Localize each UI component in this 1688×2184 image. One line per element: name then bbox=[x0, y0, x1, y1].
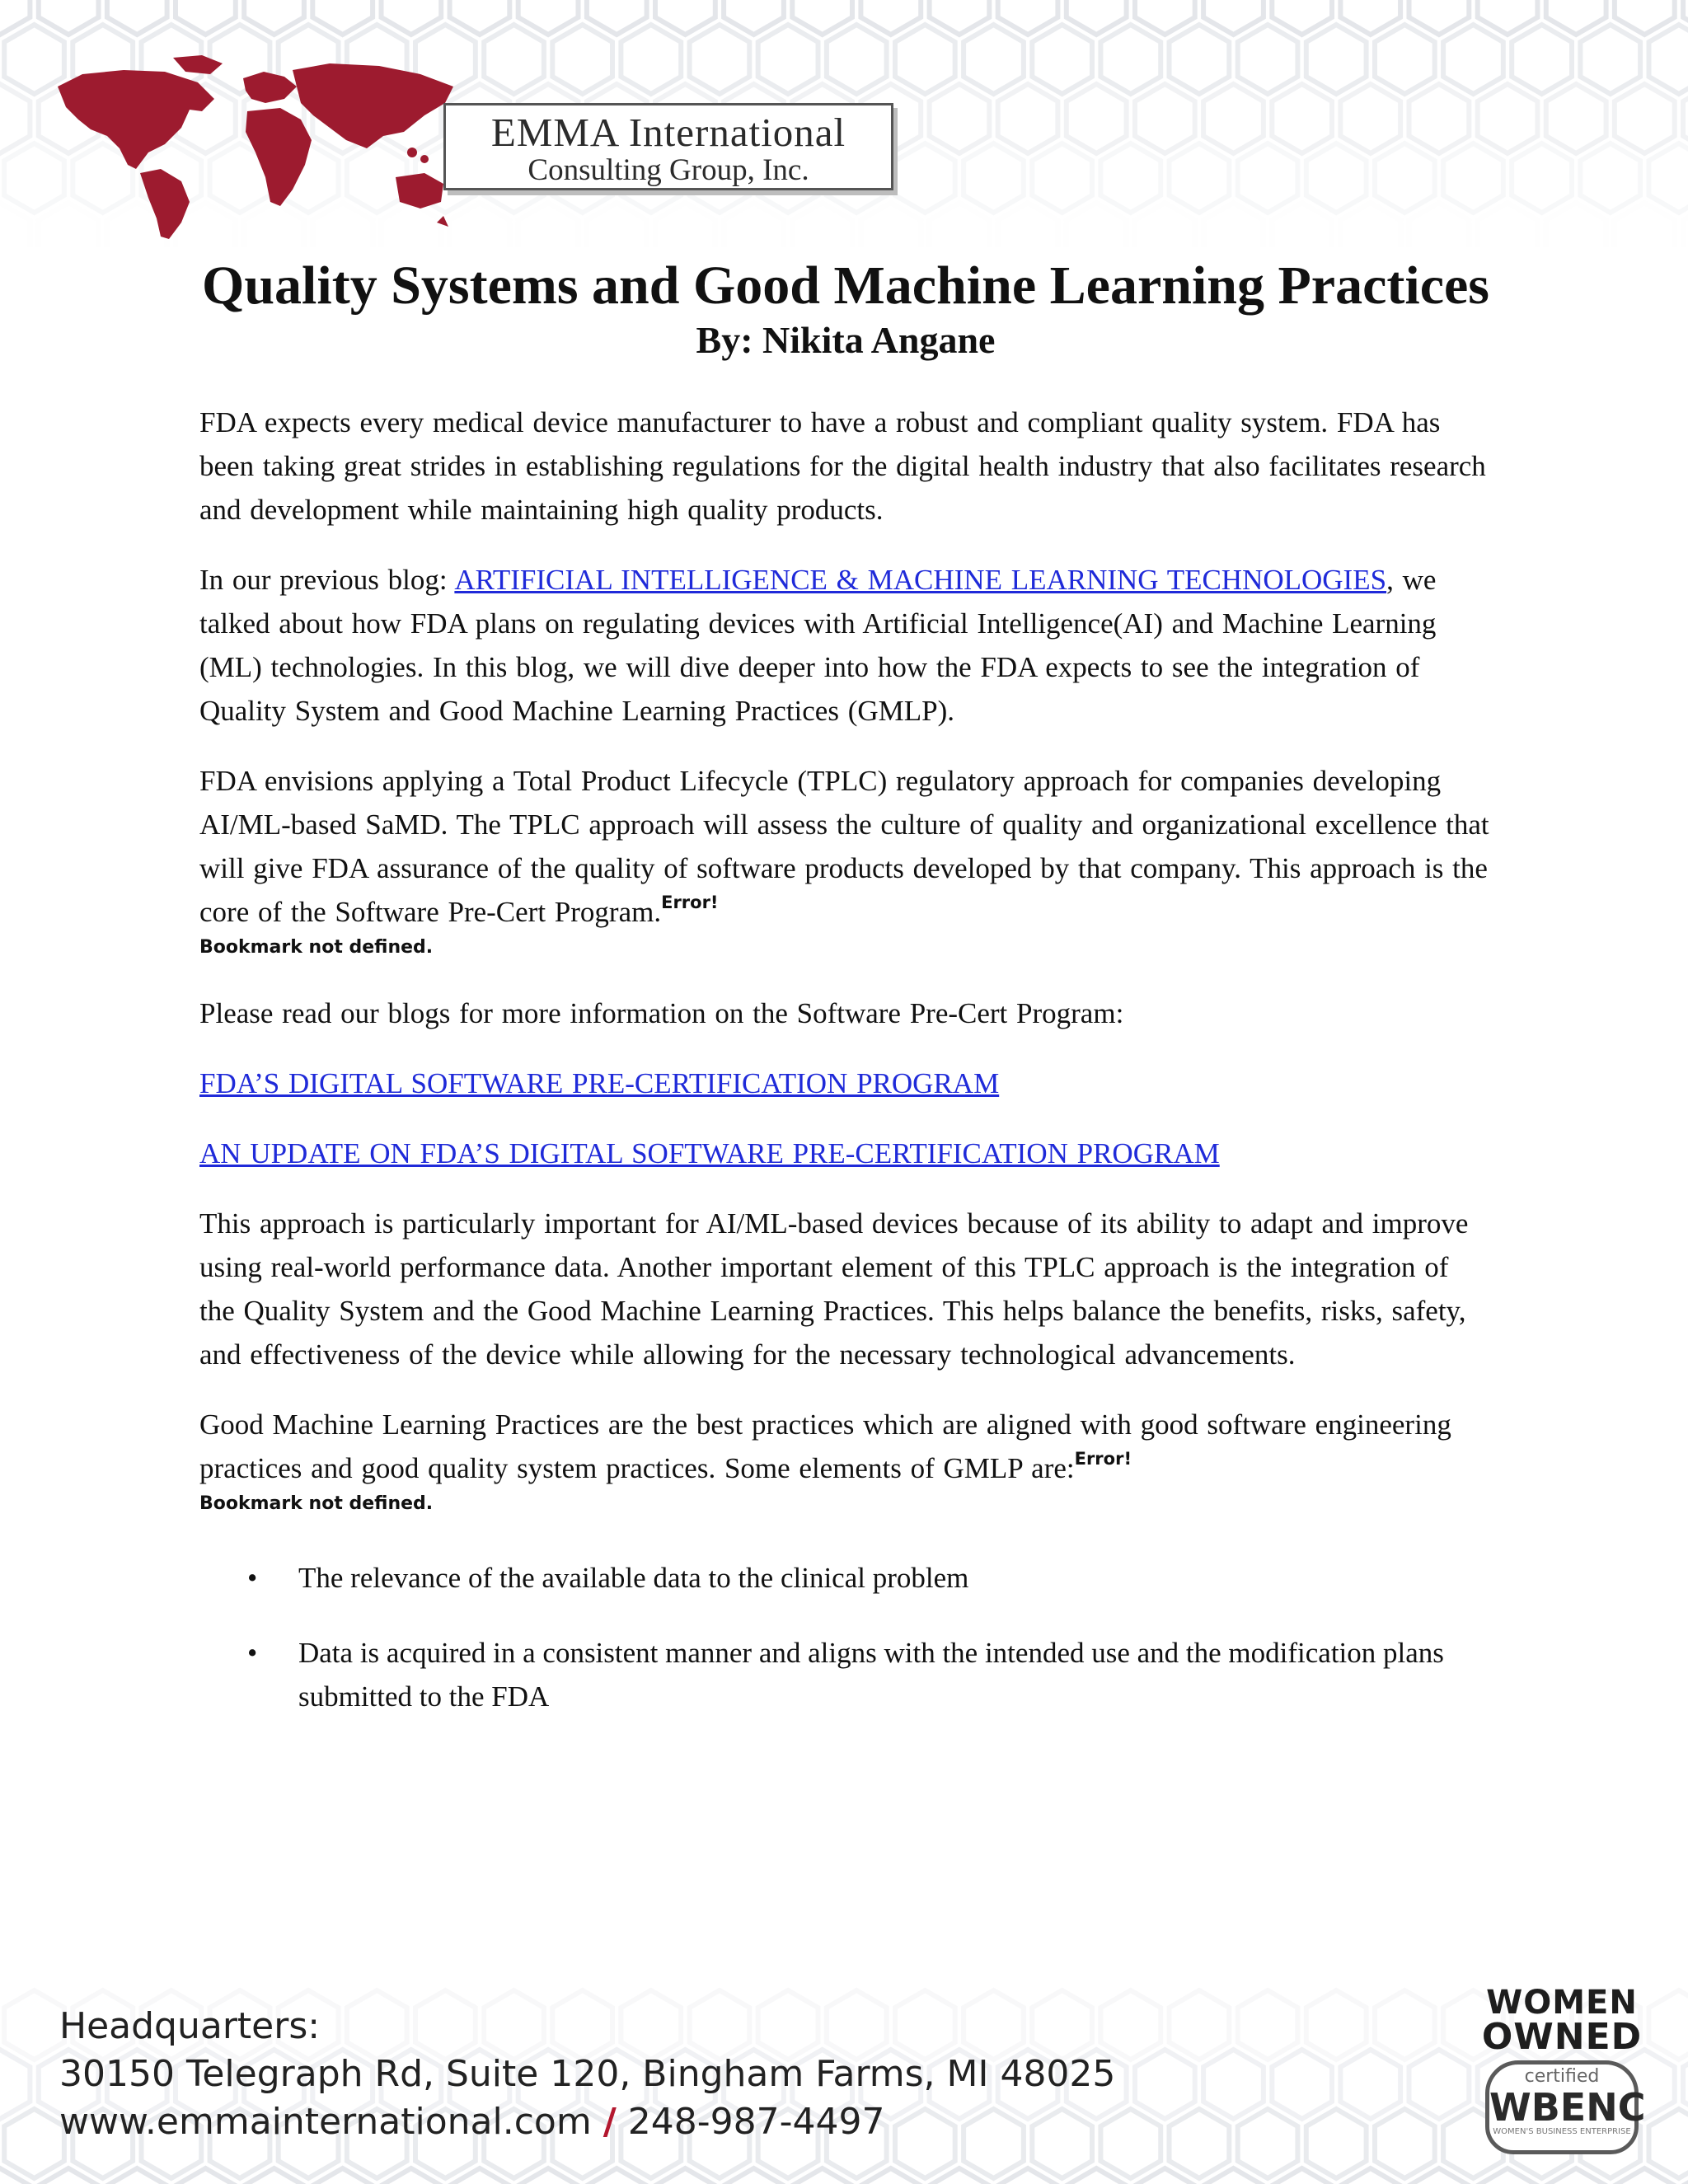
badge-line-owned: OWNED bbox=[1481, 2016, 1643, 2058]
hexagon-shape bbox=[860, 0, 921, 35]
paragraph-5: This approach is particularly important for AI/ML-based devices because of its ability to adapt and improve using real-world performance data. Another important element of this TPLC approach is the integration of the Quality System and the Good Machine Learning Practices. This helps balance the benefits, risks, safety, and effectiveness of the device while allowing for the necessary technological advancements. bbox=[199, 1207, 1469, 1371]
hexagon-shape bbox=[312, 0, 373, 35]
hexagon-shape bbox=[724, 0, 784, 35]
hexagon-shape bbox=[1340, 84, 1400, 153]
hexagon-shape bbox=[1683, 84, 1688, 153]
hexagon-shape bbox=[1478, 203, 1538, 247]
hexagon-shape bbox=[1135, 0, 1195, 35]
paragraph-3 bbox=[199, 759, 1492, 934]
hexagon-shape bbox=[792, 0, 852, 35]
hexagon-shape bbox=[1409, 84, 1470, 153]
paragraph-3-text: FDA envisions applying a Total Product Lifecycle (TPLC) regulatory approach for companies developing AI/ML-based SaMD. The TPLC approach will assess the culture of quality and organizational excellence that will give FDA assurance of the quality of software products developed by that company. This approach is the core of the Software Pre-Cert Program. bbox=[199, 765, 1489, 928]
hexagon-shape bbox=[1238, 143, 1298, 213]
hexagon-shape bbox=[1238, 25, 1298, 94]
bookmark-error-superscript: Error! bbox=[661, 893, 719, 912]
badge-small-text: WOMEN'S BUSINESS ENTERPRISE bbox=[1493, 2127, 1631, 2136]
hexagon-shape bbox=[1443, 25, 1503, 94]
hexagon-shape bbox=[930, 84, 990, 153]
hexagon-shape bbox=[655, 203, 715, 247]
hexagon-shape bbox=[1306, 25, 1367, 94]
footer-phone: 248-987-4497 bbox=[627, 2101, 885, 2143]
hexagon-shape bbox=[552, 25, 612, 94]
paragraph-4: Please read our blogs for more information on the Software Pre-Cert Program: bbox=[199, 997, 1124, 1029]
hexagon-shape bbox=[1203, 203, 1264, 247]
paragraph-link-1 bbox=[199, 1062, 1492, 1105]
hexagon-shape bbox=[1067, 84, 1127, 153]
hexagon-shape bbox=[690, 25, 750, 94]
badge-wbenc: WBENC bbox=[1489, 2085, 1646, 2130]
hexagon-shape bbox=[1203, 0, 1264, 35]
hexagon-shape bbox=[1340, 0, 1400, 35]
hexagon-shape bbox=[1649, 25, 1688, 94]
hexagon-shape bbox=[1170, 2109, 1230, 2178]
hexagon-shape bbox=[1170, 25, 1230, 94]
list-item-text: Data is acquired in a consistent manner and aligns with the intended use and the modification plans submitted to the FDA bbox=[298, 1637, 1444, 1713]
wbenc-seal bbox=[1485, 2060, 1646, 2154]
hexagon-shape bbox=[1375, 25, 1435, 94]
bullet-icon: • bbox=[247, 1562, 258, 1594]
hexagon-shape bbox=[930, 203, 990, 247]
hexagon-shape bbox=[518, 203, 579, 247]
hexagon-shape bbox=[1340, 203, 1400, 247]
world-map-logo bbox=[49, 54, 462, 243]
hexagon-shape bbox=[1306, 143, 1367, 213]
hexagon-shape bbox=[1340, 2050, 1400, 2119]
bookmark-error-text-2: Bookmark not defined. bbox=[199, 1493, 434, 1514]
hexagon-shape bbox=[724, 203, 784, 247]
hexagon-shape bbox=[0, 2050, 30, 2119]
hexagon-shape bbox=[1546, 203, 1606, 247]
hexagon-shape bbox=[998, 84, 1058, 153]
company-logo-box bbox=[443, 103, 893, 190]
hexagon-shape bbox=[1615, 203, 1675, 247]
hexagon-shape bbox=[1238, 1990, 1298, 2060]
hexagon-shape bbox=[1238, 2109, 1298, 2178]
bookmark-error-text: Bookmark not defined. bbox=[199, 937, 434, 958]
company-subtitle: Consulting Group, Inc. bbox=[528, 153, 809, 187]
hexagon-shape bbox=[587, 0, 647, 35]
hexagon-shape bbox=[1032, 143, 1092, 213]
hexagon-shape bbox=[1100, 143, 1160, 213]
hexagon-shape bbox=[1375, 2109, 1435, 2178]
company-name: EMMA International bbox=[490, 110, 846, 155]
hexagon-shape bbox=[1478, 0, 1538, 35]
hexagon-shape bbox=[1067, 203, 1127, 247]
hexagon-shape bbox=[0, 84, 30, 153]
footer-heading: Headquarters: bbox=[59, 2005, 321, 2047]
pre-cert-program-link[interactable]: FDA’S DIGITAL SOFTWARE PRE-CERTIFICATION PROGRAM bbox=[199, 1067, 1000, 1099]
hexagon-shape bbox=[1272, 0, 1332, 35]
hexagon-shape bbox=[1203, 2050, 1264, 2119]
hexagon-shape bbox=[1135, 203, 1195, 247]
paragraph-6-text: Good Machine Learning Practices are the best practices which are aligned with good software engineering practices and good quality system practices. Some elements of GMLP are: bbox=[199, 1408, 1451, 1484]
hexagon-shape bbox=[1649, 143, 1688, 213]
bookmark-error-superscript-2: Error! bbox=[1074, 1449, 1132, 1469]
list-item bbox=[199, 1631, 1492, 1718]
hexagon-shape bbox=[860, 203, 921, 247]
hexagon-shape bbox=[895, 25, 955, 94]
hexagon-shape bbox=[792, 203, 852, 247]
hexagon-shape bbox=[382, 0, 442, 35]
hexagon-shape bbox=[1272, 203, 1332, 247]
hexagon-shape bbox=[176, 0, 236, 35]
hexagon-shape bbox=[758, 25, 818, 94]
paragraph-1: FDA expects every medical device manufacturer to have a robust and compliant quality system. FDA has been taking great strides in establishing regulations for the digital health industry that also facilitates research and development while maintaining high quality products. bbox=[199, 406, 1486, 526]
hexagon-shape bbox=[1546, 0, 1606, 35]
hexagon-shape bbox=[1409, 203, 1470, 247]
hexagon-shape bbox=[1580, 25, 1640, 94]
hexagon-shape bbox=[1135, 2050, 1195, 2119]
hexagon-shape bbox=[1615, 84, 1675, 153]
wbenc-badge bbox=[1475, 1986, 1648, 2163]
footer-contact bbox=[59, 2003, 1115, 2146]
hexagon-shape bbox=[1683, 2050, 1688, 2119]
hexagon-shape bbox=[1135, 84, 1195, 153]
bullet-icon: • bbox=[247, 1637, 258, 1669]
hexagon-shape bbox=[1649, 2109, 1688, 2178]
hexagon-shape bbox=[1580, 143, 1640, 213]
badge-line-women: WOMEN bbox=[1486, 1984, 1638, 2022]
badge-certified: certified bbox=[1524, 2066, 1600, 2087]
hexagon-shape bbox=[1512, 25, 1572, 94]
hexagon-shape bbox=[655, 0, 715, 35]
hexagon-shape bbox=[4, 1990, 64, 2060]
hexagon-shape bbox=[1100, 25, 1160, 94]
hexagon-shape bbox=[827, 25, 887, 94]
hexagon-shape bbox=[964, 143, 1024, 213]
footer-website[interactable]: www.emmainternational.com bbox=[59, 2101, 592, 2143]
hexagon-shape bbox=[1272, 84, 1332, 153]
ai-ml-technologies-link[interactable]: ARTIFICIAL INTELLIGENCE & MACHINE LEARNING TECHNOLOGIES bbox=[454, 564, 1387, 596]
paragraph-2-prefix: In our previous blog: bbox=[199, 564, 455, 596]
footer-web-phone bbox=[59, 2098, 1115, 2146]
hexagon-shape bbox=[1546, 84, 1606, 153]
hexagon-shape bbox=[998, 0, 1058, 35]
hexagon-shape bbox=[1615, 0, 1675, 35]
hexagon-shape bbox=[107, 0, 167, 35]
hexagon-shape bbox=[450, 0, 510, 35]
hexagon-shape bbox=[621, 25, 681, 94]
hexagon-shape bbox=[1409, 0, 1470, 35]
hexagon-shape bbox=[1375, 143, 1435, 213]
hexagon-shape bbox=[4, 2109, 64, 2178]
hexagon-shape bbox=[484, 25, 544, 94]
paragraph-2 bbox=[199, 558, 1492, 733]
paragraph-6 bbox=[199, 1403, 1492, 1490]
hexagon-shape bbox=[1375, 1990, 1435, 2060]
paragraph-2-suffix: , we talked about how FDA plans on regulating devices with Artificial Intelligence(AI) and Machine Learning (ML) technologies. In this blog, we will dive deeper into how the FDA expects to see the integration of Quality System and Good Machine Learning Practices (GMLP). bbox=[199, 564, 1437, 727]
list-item bbox=[199, 1556, 1492, 1600]
pre-cert-update-link[interactable]: AN UPDATE ON FDA’S DIGITAL SOFTWARE PRE-CERTIFICATION PROGRAM bbox=[199, 1137, 1220, 1169]
hexagon-shape bbox=[1443, 143, 1503, 213]
hexagon-shape bbox=[1478, 84, 1538, 153]
paragraph-link-2 bbox=[199, 1132, 1492, 1175]
hexagon-shape bbox=[1272, 2050, 1332, 2119]
gmlp-elements-list bbox=[199, 1556, 1492, 1718]
hexagon-shape bbox=[587, 203, 647, 247]
hexagon-shape bbox=[244, 0, 304, 35]
hexagon-shape bbox=[1170, 1990, 1230, 2060]
hexagon-shape bbox=[39, 0, 99, 35]
hexagon-shape bbox=[1409, 2050, 1470, 2119]
footer-separator: / bbox=[603, 2101, 617, 2143]
page-title: Quality Systems and Good Machine Learning Practices bbox=[202, 255, 1489, 316]
hexagon-shape bbox=[1306, 1990, 1367, 2060]
document-body bbox=[199, 255, 1492, 1718]
author-line: By: Nikita Angane bbox=[696, 319, 996, 361]
hexagon-shape bbox=[1512, 143, 1572, 213]
hexagon-shape bbox=[1306, 2109, 1367, 2178]
hexagon-shape bbox=[895, 143, 955, 213]
hexagon-shape bbox=[1649, 1990, 1688, 2060]
hexagon-shape bbox=[930, 0, 990, 35]
hexagon-shape bbox=[1067, 0, 1127, 35]
hexagon-shape bbox=[1032, 25, 1092, 94]
list-item-text: The relevance of the available data to the clinical problem bbox=[298, 1562, 969, 1594]
hexagon-shape bbox=[1203, 84, 1264, 153]
footer-address: 30150 Telegraph Rd, Suite 120, Bingham Farms, MI 48025 bbox=[59, 2053, 1116, 2095]
hexagon-shape bbox=[518, 0, 579, 35]
hexagon-shape bbox=[998, 203, 1058, 247]
hexagon-shape bbox=[1170, 143, 1230, 213]
hexagon-shape bbox=[964, 25, 1024, 94]
